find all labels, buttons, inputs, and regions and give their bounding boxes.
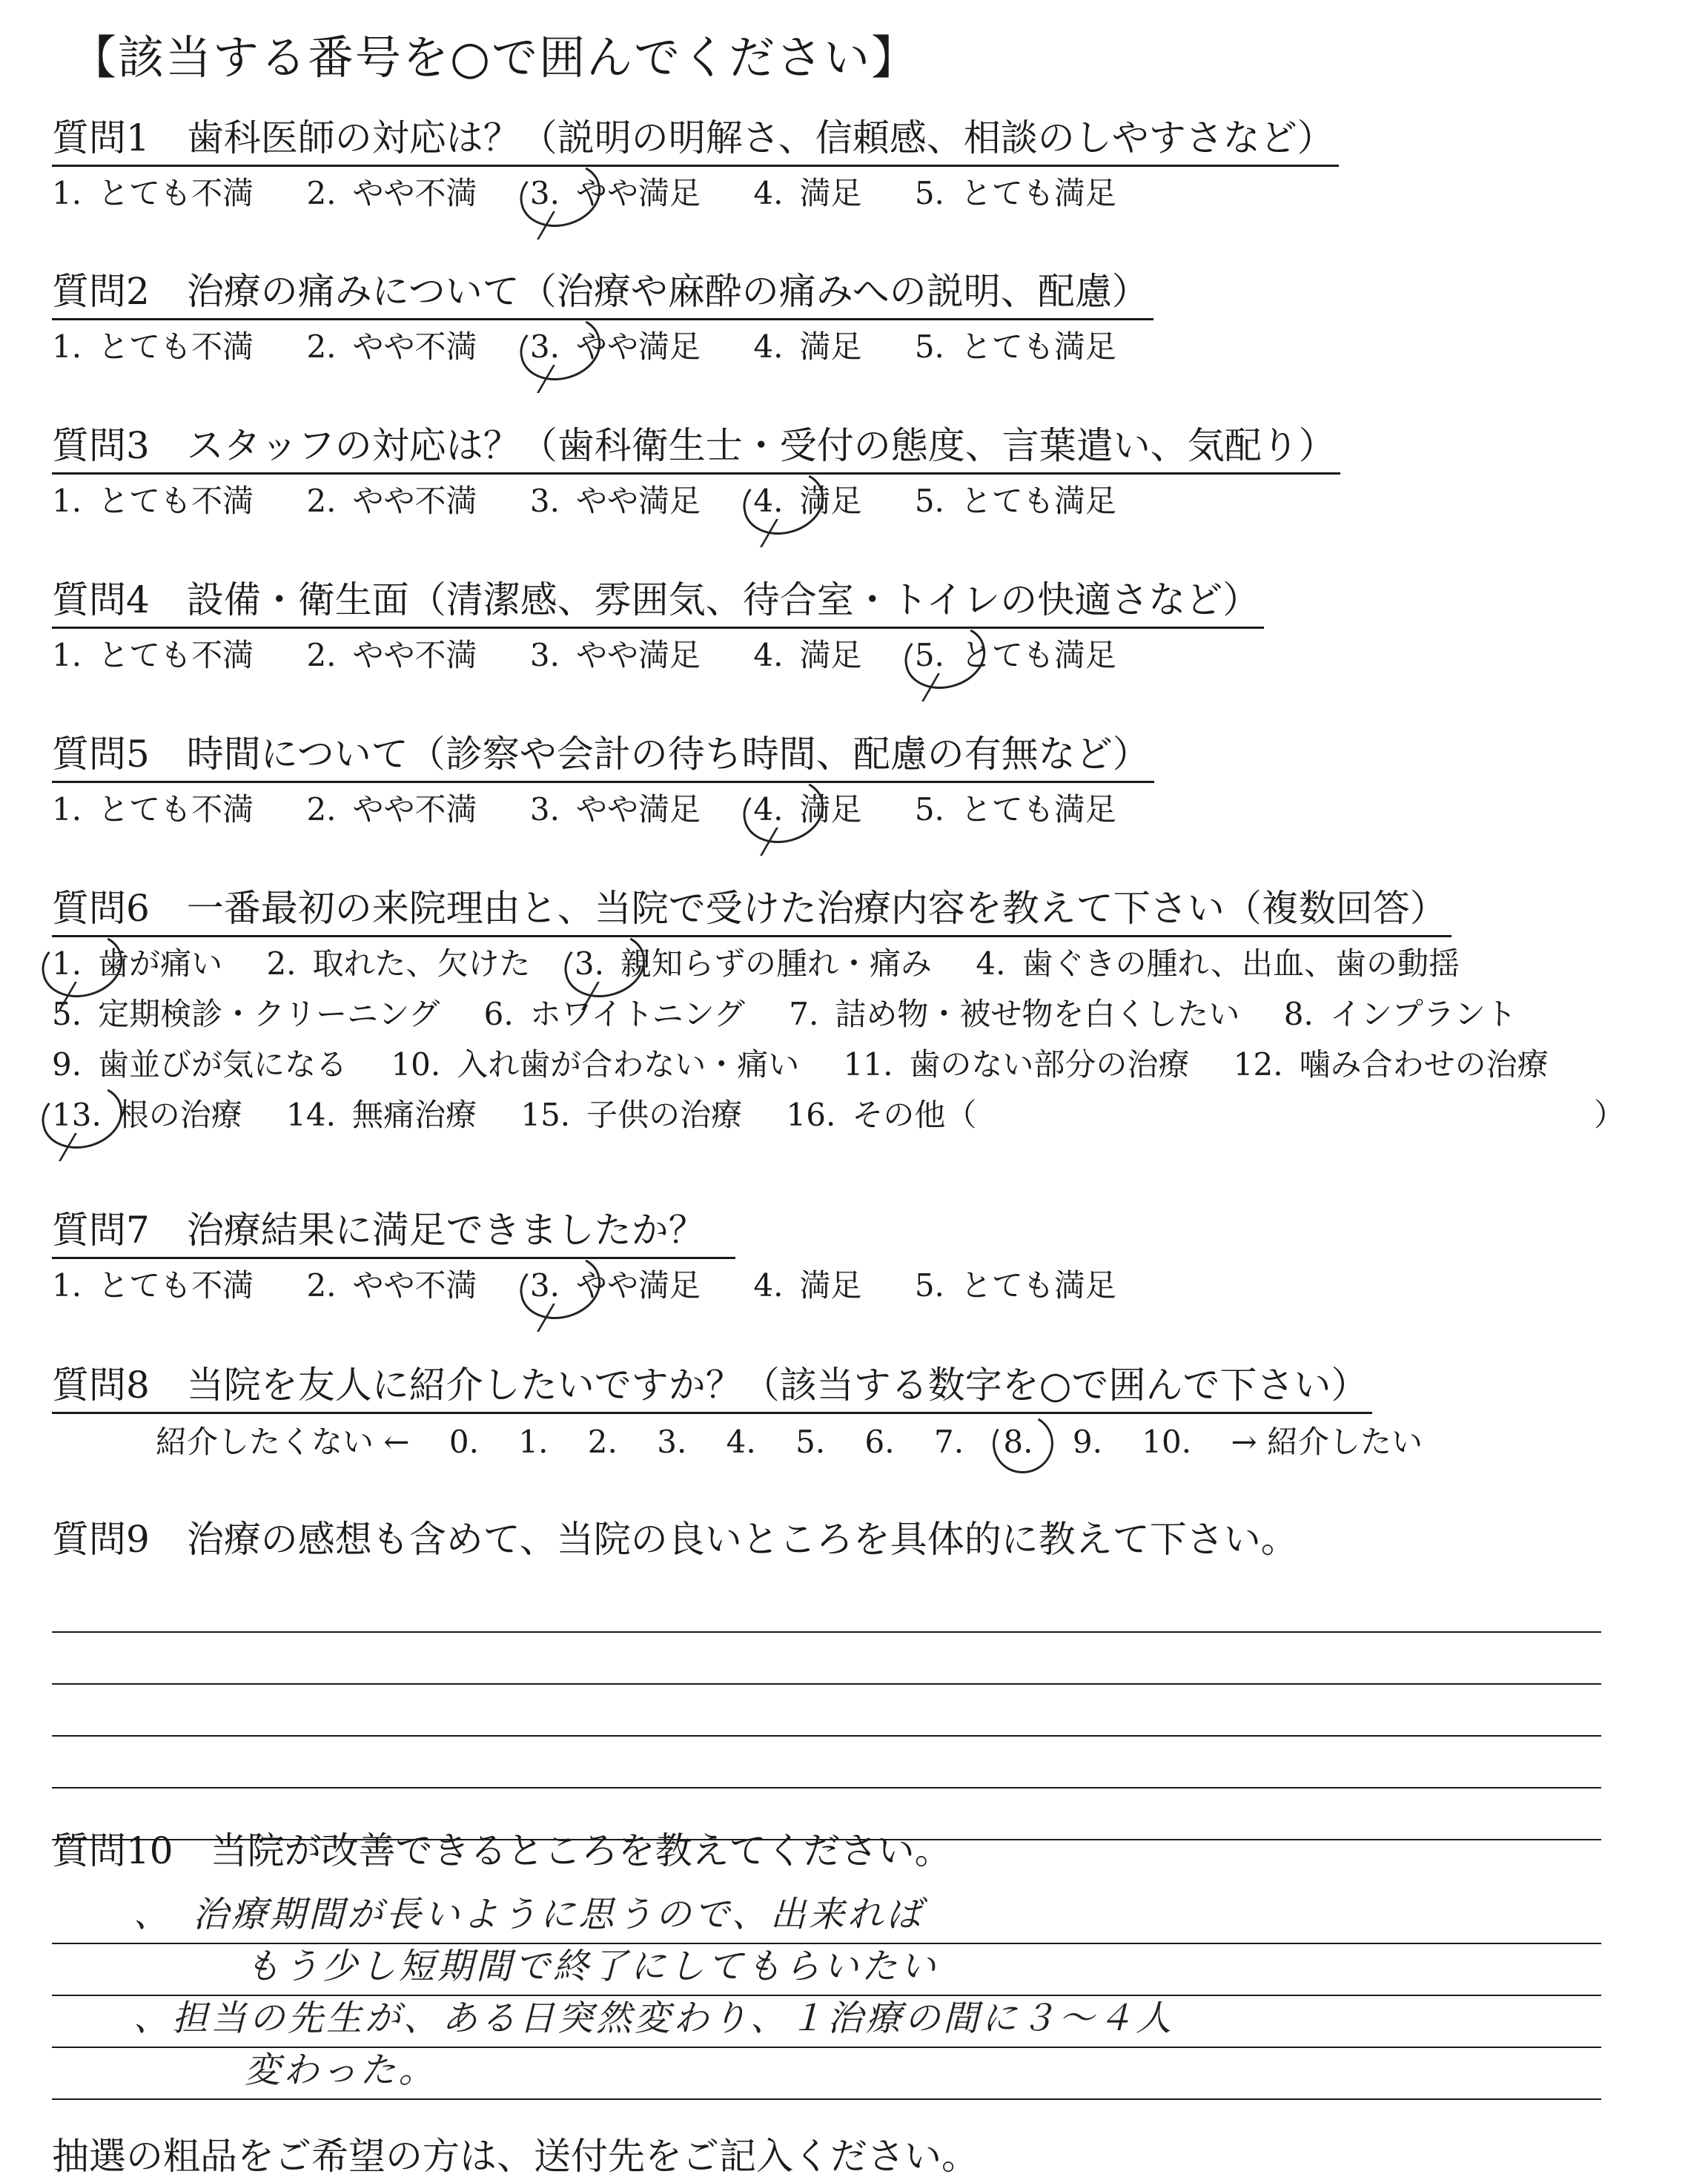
answer-line[interactable] [52, 1581, 1601, 1633]
option-1[interactable]: 1. とても不満 [52, 1267, 254, 1304]
scale-9[interactable]: 9. [1072, 1424, 1102, 1460]
handwritten-answer: もう少し短期間で終了にしてもらいたい [245, 1946, 939, 1987]
option-2[interactable]: 2. やや不満 [306, 483, 477, 519]
scale-7[interactable]: 7. [933, 1424, 964, 1460]
option-12[interactable]: 12. 噛み合わせの治療 [1233, 1046, 1549, 1083]
option-5[interactable]: 5. とても満足 [914, 791, 1116, 828]
handwritten-answer: 変わった。 [245, 2049, 437, 2091]
option-2[interactable]: 2. やや不満 [306, 328, 477, 365]
option-4[interactable]: 4. 満足 [753, 328, 862, 365]
answer-line[interactable] [52, 1996, 1601, 2048]
option-5[interactable]: 5. とても満足 [914, 1267, 1116, 1304]
question-title: 質問2 治療の痛みについて（治療や麻酔の痛みへの説明、配慮） [52, 265, 1153, 320]
option-1[interactable]: 1. とても不満 [52, 328, 254, 365]
option-2[interactable]: 2. 取れた、欠けた [266, 945, 531, 982]
question-title: 質問7 治療結果に満足できましたか？ [52, 1203, 735, 1259]
question-4 [52, 573, 1683, 679]
option-13-selected[interactable]: 13. 根の治療 [52, 1091, 242, 1139]
option-1[interactable]: 1. とても不満 [52, 791, 254, 828]
option-5-selected[interactable]: 5. とても満足 [915, 632, 1116, 679]
scale-8[interactable]: 8. [1003, 1418, 1033, 1466]
question-2 [52, 265, 1683, 371]
option-2[interactable]: 2. やや不満 [306, 1267, 477, 1304]
question-title: 質問5 時間について（診察や会計の待ち時間、配慮の有無など） [52, 727, 1154, 783]
answer-line[interactable] [52, 1737, 1601, 1788]
option-2[interactable]: 2. やや不満 [306, 637, 477, 673]
option-8[interactable]: 8. インプラント [1283, 996, 1517, 1032]
question-title: 質問6 一番最初の来院理由と、当院で受けた治療内容を教えて下さい（複数回答） [52, 882, 1452, 937]
answer-lines-q10 [52, 1892, 1683, 2100]
option-5[interactable]: 5. とても満足 [914, 175, 1116, 211]
options-q6-row-3 [52, 1041, 1683, 1089]
scale-left-label: 紹介したくない ← [156, 1424, 410, 1460]
options-q5 [52, 786, 1683, 833]
options-q6-row-1 [52, 940, 1683, 988]
option-5[interactable]: 5. とても満足 [914, 328, 1116, 365]
answer-line[interactable] [52, 1685, 1601, 1737]
option-1[interactable]: 1. とても不満 [52, 175, 254, 211]
option-1[interactable]: 1. とても不満 [52, 483, 254, 519]
option-15[interactable]: 15. 子供の治療 [520, 1097, 743, 1133]
scale-right-label: → 紹介したい [1231, 1424, 1423, 1460]
option-1[interactable]: 1. とても不満 [52, 637, 254, 673]
scale-0[interactable]: 0. [448, 1424, 479, 1460]
recommend-scale [156, 1418, 1683, 1466]
option-1-selected[interactable]: 1. 歯が痛い [52, 940, 222, 988]
option-4-selected[interactable]: 4. 満足 [753, 786, 861, 833]
question-title: 質問9 治療の感想も含めて、当院の良いところを具体的に教えて下さい。 [52, 1518, 1298, 1561]
option-5[interactable]: 5. 定期検診・クリーニング [52, 996, 440, 1032]
option-3-selected[interactable]: 3. やや満足 [530, 1262, 701, 1309]
options-q6-row-2 [52, 991, 1683, 1038]
question-title: 質問4 設備・衛生面（清潔感、雰囲気、待合室・トイレの快適さなど） [52, 573, 1264, 629]
answer-line[interactable] [52, 1892, 1601, 1944]
options-q1 [52, 170, 1683, 217]
answer-line[interactable] [52, 1944, 1601, 1996]
handwritten-answer: 、 治療期間が長いように思うので、出来れば [133, 1894, 925, 1935]
scale-3[interactable]: 3. [657, 1424, 687, 1460]
answer-lines-q9 [52, 1581, 1683, 1840]
question-8 [52, 1358, 1683, 1466]
scale-1[interactable]: 1. [518, 1424, 549, 1460]
option-4-selected[interactable]: 4. 満足 [753, 478, 861, 525]
option-3-selected[interactable]: 3. やや満足 [530, 170, 701, 217]
option-7[interactable]: 7. 詰め物・被せ物を白くしたい [789, 996, 1240, 1032]
option-11[interactable]: 11. 歯のない部分の治療 [843, 1046, 1190, 1083]
option-2[interactable]: 2. やや不満 [306, 791, 477, 828]
question-9 [52, 1513, 1683, 1840]
option-3[interactable]: 3. やや満足 [529, 637, 701, 673]
scale-6[interactable]: 6. [864, 1424, 895, 1460]
answer-line[interactable] [52, 2048, 1601, 2100]
option-4[interactable]: 4. 歯ぐきの腫れ、出血、歯の動揺 [976, 945, 1460, 982]
question-title: 質問1 歯科医師の対応は？（説明の明解さ、信頼感、相談のしやすさなど） [52, 111, 1339, 167]
scale-2[interactable]: 2. [587, 1424, 618, 1460]
other-close-paren: ） [1594, 1097, 1626, 1133]
option-4[interactable]: 4. 満足 [753, 1267, 862, 1304]
option-5[interactable]: 5. とても満足 [914, 483, 1116, 519]
option-10[interactable]: 10. 入れ歯が合わない・痛い [391, 1046, 800, 1083]
scale-5[interactable]: 5. [795, 1424, 826, 1460]
options-q2 [52, 323, 1683, 371]
option-3-selected[interactable]: 3. 親知らずの腫れ・痛み [575, 940, 932, 988]
options-q3 [52, 478, 1683, 525]
option-9[interactable]: 9. 歯並びが気になる [52, 1046, 348, 1083]
handwritten-answer: 、担当の先生が、ある日突然変わり、１治療の間に３〜４人 [133, 1998, 1175, 2039]
question-title: 質問10 当院が改善できるところを教えてください。 [52, 1829, 952, 1872]
option-4[interactable]: 4. 満足 [753, 175, 862, 211]
footer-note: 抽選の粗品をご希望の方は、送付先をご記入ください。 [52, 2135, 979, 2178]
option-4[interactable]: 4. 満足 [753, 637, 862, 673]
answer-line[interactable] [52, 1633, 1601, 1685]
option-2[interactable]: 2. やや不満 [306, 175, 477, 211]
option-3[interactable]: 3. やや満足 [529, 791, 701, 828]
question-3 [52, 419, 1683, 525]
question-7 [52, 1203, 1683, 1309]
options-q7 [52, 1262, 1683, 1309]
option-3[interactable]: 3. やや満足 [529, 483, 701, 519]
option-16-other[interactable]: 16. その他（ [786, 1097, 977, 1133]
question-10 [52, 1824, 1683, 2100]
option-3-selected[interactable]: 3. やや満足 [530, 323, 701, 371]
options-q4 [52, 632, 1683, 679]
scale-10[interactable]: 10. [1142, 1424, 1192, 1460]
question-title: 質問3 スタッフの対応は？（歯科衛生士・受付の態度、言葉遣い、気配り） [52, 419, 1340, 475]
question-1 [52, 111, 1683, 217]
option-14[interactable]: 14. 無痛治療 [286, 1097, 477, 1133]
scale-4[interactable]: 4. [726, 1424, 756, 1460]
question-5 [52, 727, 1683, 833]
question-6 [52, 882, 1683, 1139]
option-6[interactable]: 6. ホワイトニング [483, 996, 745, 1032]
options-q6-row-4 [52, 1091, 1683, 1139]
question-title: 質問8 当院を友人に紹介したいですか？（該当する数字を○で囲んで下さい） [52, 1358, 1372, 1414]
form-instruction: 【該当する番号を○で囲んでください】 [70, 30, 919, 85]
